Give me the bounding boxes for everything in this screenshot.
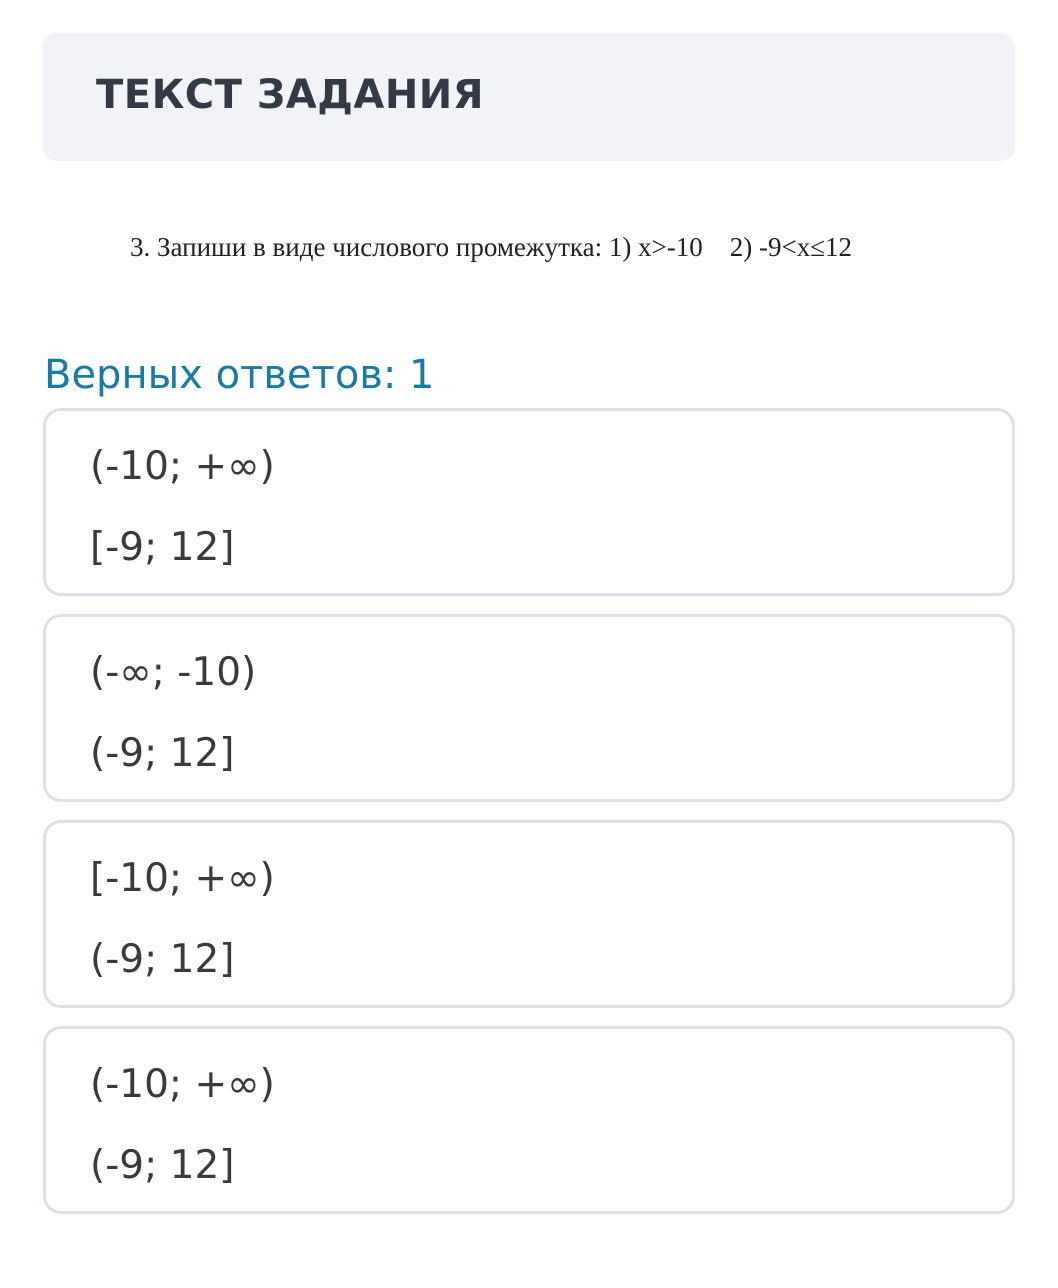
- answer-option-line: [-10; +∞): [90, 856, 275, 901]
- answer-option-line: (-10; +∞): [90, 1062, 275, 1107]
- answer-option-4[interactable]: [43, 1026, 1015, 1214]
- task-image: [120, 210, 920, 290]
- answer-option-line: (-∞; -10): [90, 650, 257, 695]
- answer-option-line: (-9; 12]: [90, 1143, 235, 1188]
- task-header: [43, 33, 1015, 161]
- correct-answers-count: Верных ответов: 1: [44, 352, 435, 398]
- answer-option-2[interactable]: [43, 614, 1015, 802]
- answer-option-line: (-9; 12]: [90, 937, 235, 982]
- answer-option-line: (-9; 12]: [90, 731, 235, 776]
- task-header-title: ТЕКСТ ЗАДАНИЯ: [96, 72, 485, 118]
- answer-option-1[interactable]: [43, 408, 1015, 596]
- answer-option-line: [-9; 12]: [90, 525, 235, 570]
- answer-option-3[interactable]: [43, 820, 1015, 1008]
- task-text: 3. Запиши в виде числового промежутка: 1) x>-10 2) -9<x≤12: [130, 232, 853, 262]
- answer-option-line: (-10; +∞): [90, 444, 275, 489]
